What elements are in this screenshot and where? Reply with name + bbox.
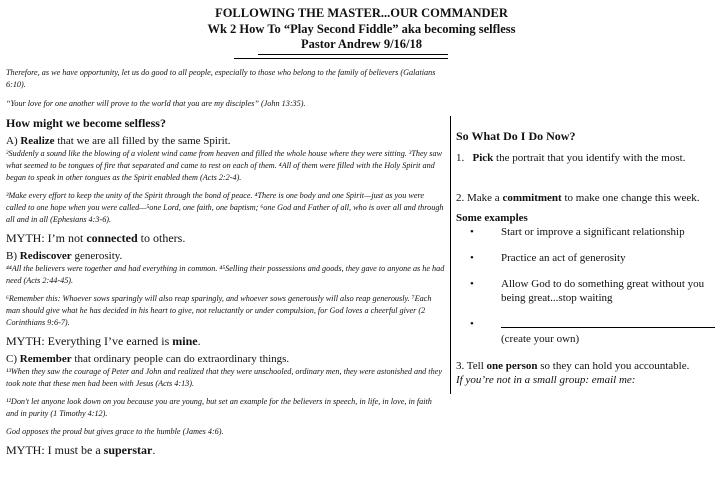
section-heading: How might we become selfless? <box>6 116 166 130</box>
header-underline <box>258 54 448 55</box>
step-tell: 3. Tell one person so they can hold you accountable. <box>456 360 690 372</box>
page-subtitle: Wk 2 How To “Play Second Fiddle” aka becoming selfless <box>207 21 516 36</box>
fill-in-blank-line <box>501 317 715 328</box>
point-a-verse-ephesians: ³Make every effort to keep the unity of the Spirit through the bond of peace. ⁴There is one body and one Spirit—just as you were called to one hope when you were called—⁵one Lord, one faith, one baptism; ⁶one God and Father of all, who is over all and through all and in all (Ephesians 4:3-6). <box>6 191 444 224</box>
point-c-verse-acts: ¹³When they saw the courage of Peter and John and realized that they were unschooled, ordinary men, they were astonished and they took note that these men had been with Jesus (Acts 4:13). <box>6 367 442 388</box>
point-c-verse-james: God opposes the proud but gives grace to the humble (James 4:6). <box>6 427 224 436</box>
bullet: • <box>470 318 474 330</box>
intro-verse-galatians: Therefore, as we have opportunity, let us do good to all people, especially to those who belong to the family of believers (Galatians 6:10). <box>6 68 436 89</box>
bullet: • <box>470 278 474 290</box>
bullet: • <box>470 252 474 264</box>
point-c: C) Remember that ordinary people can do extraordinary things. <box>6 353 290 365</box>
myth-connected: MYTH: I’m not connected to others. <box>6 231 186 245</box>
point-a-verse-acts: ²Suddenly a sound like the blowing of a violent wind came from heaven and filled the whole house where they were sitting. ³They saw what seemed to be tongues of fire that separated and came to rest on each of them. ⁴All of them were filled with the Holy Spirit and began to speak in other tongues as the Spirit enabled them (Acts 2:2-4). <box>6 149 443 182</box>
column-divider <box>450 116 451 394</box>
step-pick: 1. Pick the portrait that you identify with the most. <box>456 152 686 164</box>
example-item: • Allow God to do something great without you being great...stop waiting <box>470 278 705 304</box>
examples-heading: Some examples <box>456 212 528 224</box>
myth-superstar: MYTH: I must be a superstar. <box>6 443 156 457</box>
point-b-verse-corinthians: ⁶Remember this: Whoever sows sparingly will also reap sparingly, and whoever sows generously will also reap generously. ⁷Each man should give what he has decided in his heart to give, not reluctantly or under compulsion, for God loves a cheerful giver (2 Corinthians 9:6-7). <box>6 294 432 327</box>
intro-verse-john: “Your love for one another will prove to the world that you are my disciples” (John 13:35). <box>6 99 306 108</box>
page-header <box>0 6 723 53</box>
create-own-label: (create your own) <box>501 333 580 345</box>
example-item: • Start or improve a significant relationship <box>470 226 685 238</box>
step-commitment: 2. Make a commitment to make one change this week. <box>456 192 700 204</box>
pastor-date: Pastor Andrew 9/16/18 <box>300 37 423 51</box>
point-a: A) Realize that we are all filled by the same Spirit. <box>6 135 231 147</box>
page-title: FOLLOWING THE MASTER...OUR COMMANDER <box>215 6 508 20</box>
example-item: • Practice an act of generosity <box>470 252 626 264</box>
point-c-verse-timothy: ¹²Don't let anyone look down on you because you are young, but set an example for the believers in speech, in life, in love, in faith and in purity (1 Timothy 4:12). <box>6 397 432 418</box>
myth-mine: MYTH: Everything I’ve earned is mine. <box>6 334 201 348</box>
bullet: • <box>470 226 474 238</box>
action-steps-column <box>456 129 718 387</box>
point-b: B) Rediscover generosity. <box>6 250 123 262</box>
header-divider <box>234 58 448 59</box>
sermon-notes-column <box>6 67 446 458</box>
action-heading: So What Do I Do Now? <box>456 129 576 143</box>
example-item-blank <box>456 317 718 346</box>
point-b-verse-acts: ⁴⁴All the believers were together and had everything in common. ⁴⁵Selling their possessions and goods, they gave to anyone as he had need (Acts 2:44-45). <box>6 264 445 285</box>
small-group-note: If you’re not in a small group: email me: <box>456 374 636 386</box>
